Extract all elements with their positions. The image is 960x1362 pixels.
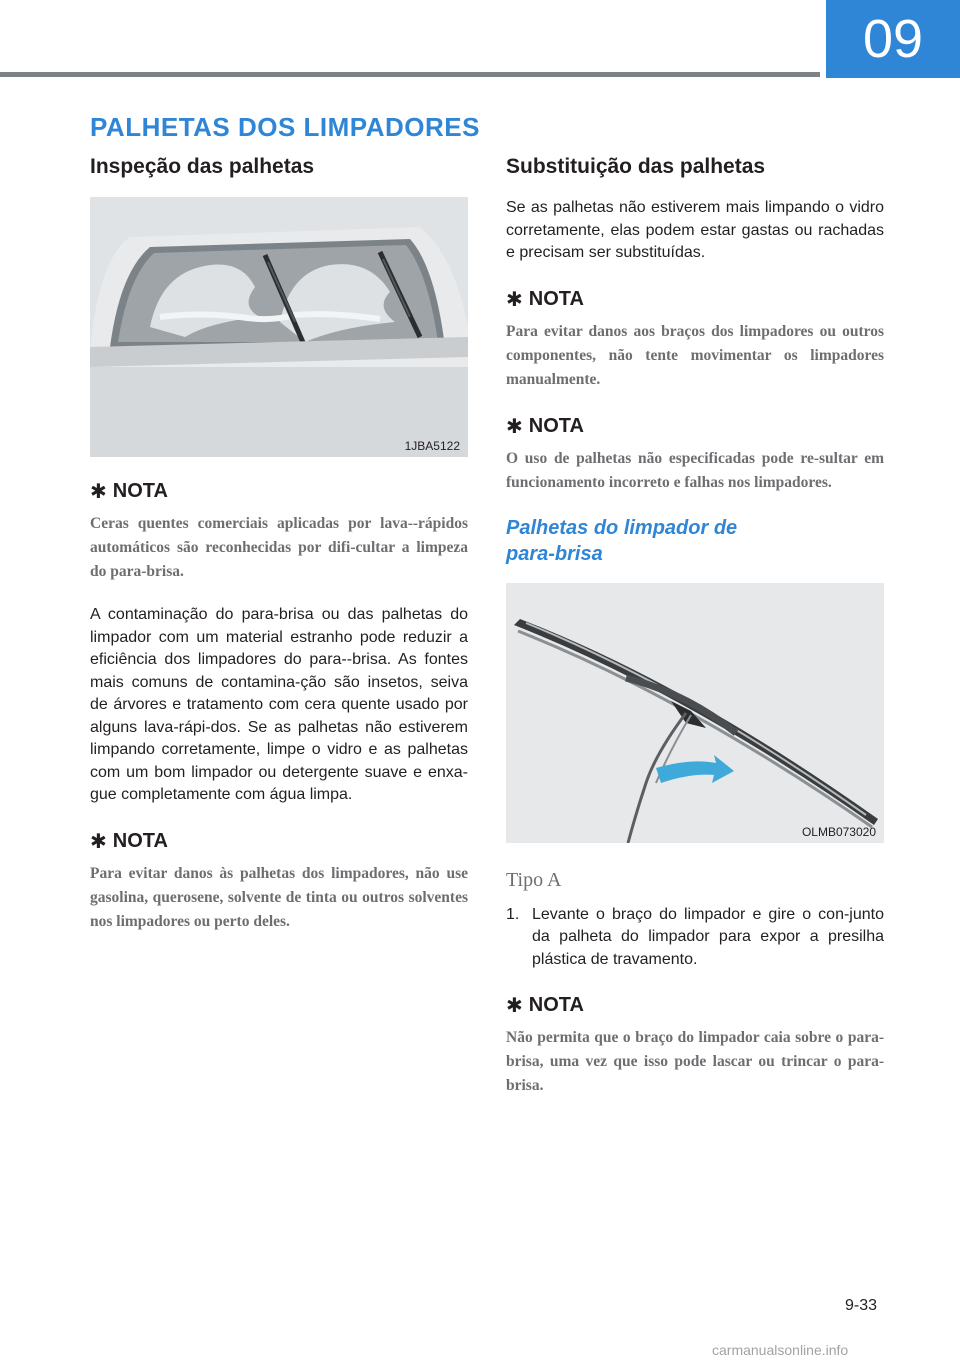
nota-label: NOTA	[528, 414, 584, 437]
step-text: Levante o braço do limpador e gire o con-junto da palheta do limpador para expor a presilha plástica de travamento.	[532, 905, 884, 968]
nota-heading	[90, 479, 468, 504]
section-title: PALHETAS DOS LIMPADORES	[90, 112, 480, 142]
nota-heading	[506, 993, 884, 1018]
type-label: Tipo A	[506, 868, 562, 891]
asterisk-icon: ✱	[90, 830, 107, 853]
nota-label: NOTA	[528, 287, 584, 310]
step-item	[506, 904, 884, 972]
asterisk-icon: ✱	[506, 288, 523, 311]
nota-text: O uso de palhetas não especificadas pode re-sultar em funcionamento incorreto e falhas nos limpadores.	[506, 449, 884, 491]
windshield-illustration	[90, 197, 468, 457]
chapter-tab	[826, 0, 960, 78]
wiper-blade-figure	[506, 583, 884, 843]
wiper-heading-line: Palhetas do limpador de	[506, 516, 738, 539]
figure-caption: OLMB073020	[801, 824, 876, 839]
intro-paragraph: Se as palhetas não estiverem mais limpando o vidro corretamente, elas podem estar gastas ou rachadas e precisam ser substituídas.	[506, 199, 884, 261]
step-number: 1.	[506, 905, 520, 923]
nota-heading	[506, 287, 884, 312]
asterisk-icon: ✱	[90, 481, 107, 503]
nota-text: Para evitar danos às palhetas dos limpadores, não use gasolina, querosene, solvente de tinta ou outros solventes nos limpadores ou perto deles.	[90, 864, 468, 930]
inspection-heading: Inspeção das palhetas	[90, 155, 315, 178]
chapter-number: 09	[862, 9, 924, 69]
left-column	[90, 155, 468, 934]
nota-text: Não permita que o braço do limpador caia sobre o para-brisa, uma vez que isso pode lascar ou trincar o para-brisa.	[506, 1029, 884, 1094]
nota-label: NOTA	[112, 480, 168, 502]
page-number: 9-33	[845, 1297, 878, 1314]
asterisk-icon: ✱	[506, 995, 523, 1017]
nota-label: NOTA	[112, 829, 168, 852]
watermark: carmanualsonline.info	[712, 1342, 849, 1358]
wiper-heading-line: para-brisa	[506, 542, 603, 565]
nota-heading	[90, 829, 468, 854]
header-rule	[0, 72, 820, 77]
replacement-heading: Substituição das palhetas	[506, 155, 766, 178]
asterisk-icon: ✱	[506, 415, 523, 438]
nota-text: Para evitar danos aos braços dos limpadores ou outros componentes, não tente movimentar os limpadores manualmente.	[506, 322, 884, 388]
wiper-blade-illustration	[506, 583, 884, 843]
body-paragraph: A contaminação do para-brisa ou das palhetas do limpador com um material estranho pode reduzir a eficiência dos limpadores do para--brisa. As fontes mais comuns de contamina-ção são insetos, seiva de árvores e tratamento com cera quente usado por alguns lava-rápi-dos. Se as palhetas não estiverem limpando corretamente, limpe o vidro e as palhetas com um bom limpador ou detergente suave e enxa-gue completamente com água limpa.	[90, 606, 468, 803]
wiper-blade-heading	[506, 515, 884, 567]
figure-caption: 1JBA5122	[404, 439, 460, 453]
nota-label: NOTA	[528, 994, 584, 1016]
nota-text: Ceras quentes comerciais aplicadas por lava--rápidos automáticos são reconhecidas por difi-cultar a limpeza do para-brisa.	[90, 515, 468, 580]
right-column	[506, 155, 884, 1098]
nota-heading	[506, 414, 884, 439]
windshield-figure	[90, 197, 468, 457]
